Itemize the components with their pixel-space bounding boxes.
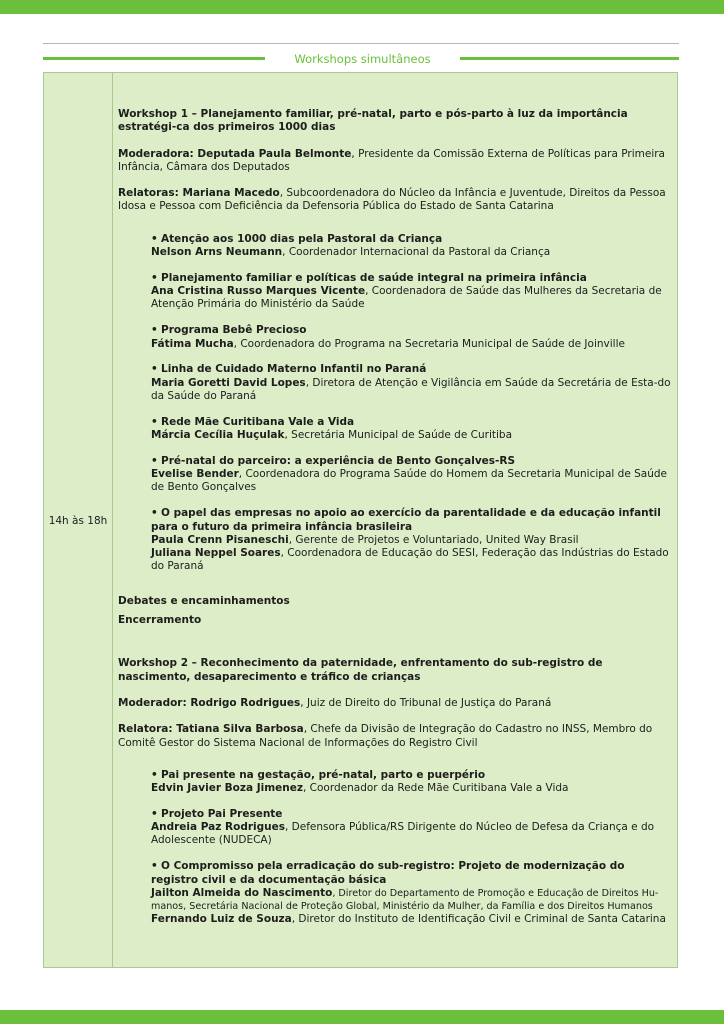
agenda-item-title-text: Planejamento familiar e políticas de saúde integral na primeira infância: [161, 271, 587, 284]
bullet-icon: •: [151, 324, 158, 337]
title-line-left: [43, 57, 265, 60]
bullet-icon: •: [151, 232, 158, 245]
debates-label: Debates e encaminhamentos: [118, 594, 290, 607]
agenda-item-title: [151, 233, 674, 246]
speaker-role: , Secretária Municipal de Saúde de Curitiba: [284, 429, 513, 442]
speaker: [151, 468, 674, 495]
agenda-item: [151, 416, 674, 443]
speaker-name: Paula Crenn Pisaneschi: [151, 533, 289, 546]
top-green-bar: [0, 0, 724, 14]
speaker-name: Maria Goretti David Lopes: [151, 376, 306, 389]
speaker: [151, 377, 674, 404]
speaker: [151, 887, 674, 914]
rapporteur-desc: , Subcoordenadora do Núcleo da Infância e Juventude, Direitos da Pessoa Idosa e Pessoa com Deficiência da Defensoria Pública do Estado de Santa Catarina: [118, 187, 666, 213]
speaker-name: Márcia Cecília Huçulak: [151, 429, 285, 442]
speaker-name: Juliana Neppel Soares: [151, 547, 281, 560]
header-rule: [43, 43, 679, 44]
bullet-icon: •: [151, 807, 158, 820]
agenda-item-title-text: O papel das empresas no apoio ao exercício da parentalidade e da educação infantil para o futuro da primeira infância brasileira: [151, 507, 661, 533]
agenda-item: [151, 455, 674, 495]
speaker: [151, 547, 674, 574]
agenda-item-title: [151, 507, 674, 534]
closing-label: Encerramento: [118, 614, 202, 627]
workshop-2-items: [151, 769, 674, 927]
rapporteur-name: Relatoras: Mariana Macedo: [118, 187, 280, 200]
speaker: [151, 246, 674, 259]
speaker-role: , Diretor do Departamento de Promoção e Educação de Direitos Hu-manos, Secretária Nacional de Proteção Global, Ministério da Mulher, da Família e dos Direitos Humanos: [151, 887, 659, 913]
agenda-item-title-text: Programa Bebê Precioso: [161, 324, 307, 337]
agenda-item-title: [151, 455, 674, 468]
speaker-role: , Coordenador Internacional da Pastoral da Criança: [282, 246, 551, 259]
moderator-name: Moderadora: Deputada Paula Belmonte: [118, 147, 352, 160]
agenda-item-title-text: Pai presente na gestação, pré-natal, parto e puerpério: [161, 768, 486, 781]
speaker-name: Fernando Luiz de Souza: [151, 913, 292, 926]
agenda-item-title: [151, 324, 674, 337]
agenda-item-title: [151, 860, 674, 887]
agenda-item-title-text: Atenção aos 1000 dias pela Pastoral da Criança: [161, 232, 443, 245]
bullet-icon: •: [151, 768, 158, 781]
agenda-item: [151, 769, 674, 796]
speaker-role: , Gerente de Projetos e Voluntariado, United Way Brasil: [288, 533, 579, 546]
agenda-item: [151, 272, 674, 312]
moderator-desc: , Juiz de Direito do Tribunal de Justiça do Paraná: [300, 696, 552, 709]
moderator-name: Moderador: Rodrigo Rodrigues: [118, 696, 301, 709]
bullet-icon: •: [151, 507, 158, 520]
bottom-green-bar: [0, 1010, 724, 1024]
speaker-name: Ana Cristina Russo Marques Vicente: [151, 285, 366, 298]
moderator-desc: , Presidente da Comissão Externa de Políticas para Primeira Infância, Câmara dos Deputados: [118, 147, 665, 173]
agenda-item: [151, 363, 674, 403]
agenda-item-title: [151, 272, 674, 285]
workshop-1-title: Workshop 1 – Planejamento familiar, pré-natal, parto e pós-parto à luz da importância estratégi-ca dos primeiros 1000 dias: [118, 108, 628, 134]
bullet-icon: •: [151, 271, 158, 284]
workshop-1-moderator: [118, 148, 674, 175]
bullet-icon: •: [151, 415, 158, 428]
agenda-item-title-text: Projeto Pai Presente: [161, 807, 283, 820]
speaker: [151, 338, 674, 351]
speaker-name: Fátima Mucha: [151, 337, 234, 350]
workshop-2-rapporteur: [118, 723, 674, 750]
agenda-item: [151, 507, 674, 573]
agenda-item: [151, 233, 674, 260]
agenda-item-title-text: Rede Mãe Curitibana Vale a Vida: [161, 415, 355, 428]
workshop-1-items: [151, 233, 674, 574]
agenda-item: [151, 808, 674, 848]
bullet-icon: •: [151, 860, 158, 873]
title-line-right: [460, 57, 679, 60]
agenda-item-title: [151, 769, 674, 782]
speaker-role: , Coordenadora de Saúde das Mulheres da Secretaria de Atenção Primária do Ministério da Saúde: [151, 285, 662, 311]
schedule-content: [118, 108, 674, 939]
agenda-item-title-text: Linha de Cuidado Materno Infantil no Paraná: [161, 363, 427, 376]
speaker-name: Nelson Arns Neumann: [151, 246, 283, 259]
speaker-role: , Coordenador da Rede Mãe Curitibana Vale a Vida: [303, 782, 569, 795]
speaker-name: Andreia Paz Rodrigues: [151, 821, 285, 834]
speaker: [151, 782, 674, 795]
agenda-item-title: [151, 808, 674, 821]
speaker: [151, 821, 674, 848]
rapporteur-name: Relatora: Tatiana Silva Barbosa: [118, 723, 304, 736]
speaker-role: , Diretora de Atenção e Vigilância em Saúde da Secretária de Esta-do da Saúde do Paraná: [151, 376, 671, 402]
speaker-role: , Defensora Pública/RS Dirigente do Núcleo de Defesa da Criança e do Adolescente (NUDECA): [151, 821, 655, 847]
bullet-icon: •: [151, 363, 158, 376]
speaker-role: , Diretor do Instituto de Identificação Civil e Criminal de Santa Catarina: [291, 913, 666, 926]
speaker: [151, 913, 674, 926]
speaker-name: Jailton Almeida do Nascimento: [151, 886, 333, 899]
agenda-item-title-text: O Compromisso pela erradicação do sub-registro: Projeto de modernização do registro civil e da documentação básica: [151, 860, 625, 886]
agenda-item-title: [151, 363, 674, 376]
speaker: [151, 534, 674, 547]
agenda-item: [151, 324, 674, 351]
agenda-item-title-text: Pré-natal do parceiro: a experiência de Bento Gonçalves-RS: [161, 454, 516, 467]
agenda-item: [151, 860, 674, 926]
speaker-role: , Coordenadora do Programa na Secretaria Municipal de Saúde de Joinville: [233, 337, 625, 350]
speaker-name: Edvin Javier Boza Jimenez: [151, 782, 303, 795]
speaker-role: , Coordenadora de Educação do SESI, Federação das Indústrias do Estado do Paraná: [151, 547, 669, 573]
workshop-2-title: Workshop 2 – Reconhecimento da paternidade, enfrentamento do sub-registro de nascimento, desaparecimento e tráfico de crianças: [118, 657, 603, 683]
workshop-1-rapporteur: [118, 187, 674, 214]
speaker-role: , Coordenadora do Programa Saúde do Homem da Secretaria Municipal de Saúde de Bento Gonçalves: [151, 468, 667, 494]
workshop-2-moderator: [118, 697, 674, 710]
speaker: [151, 285, 674, 312]
speaker: [151, 429, 674, 442]
section-title: Workshops simultâneos: [294, 52, 431, 66]
time-slot: 14h às 18h: [48, 515, 108, 527]
agenda-item-title: [151, 416, 674, 429]
bullet-icon: •: [151, 454, 158, 467]
rapporteur-desc: , Chefe da Divisão de Integração do Cadastro no INSS, Membro do Comitê Gestor do Sistema Nacional de Informações do Registro Civil: [118, 723, 653, 749]
speaker-name: Evelise Bender: [151, 468, 239, 481]
